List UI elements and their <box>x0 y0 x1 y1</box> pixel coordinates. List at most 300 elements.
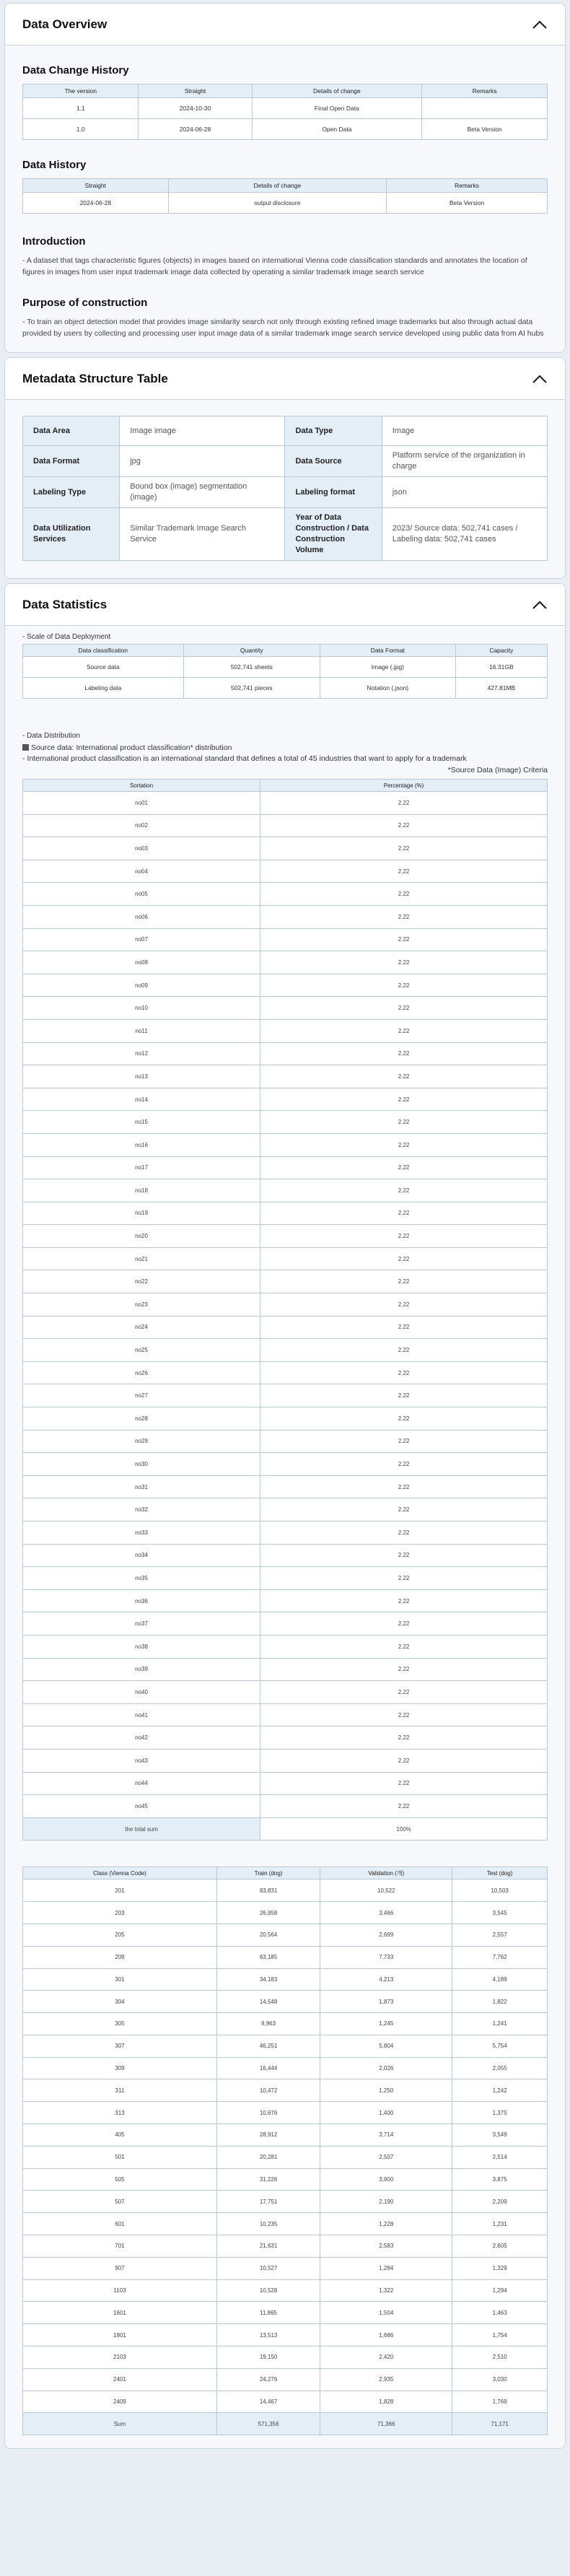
table-row <box>23 2079 548 2102</box>
table-cell: no34 <box>23 1544 260 1567</box>
table-cell: 10,472 <box>216 2079 320 2102</box>
table-cell: 2,420 <box>320 2346 452 2369</box>
table-cell: no13 <box>23 1065 260 1088</box>
panel-title: Data Statistics <box>22 597 108 611</box>
table-cell: 2.22 <box>260 905 548 928</box>
table-row <box>23 1316 548 1339</box>
table-row <box>23 2235 548 2258</box>
column-header: Data Format <box>320 645 455 657</box>
table-cell: 13,513 <box>216 2324 320 2346</box>
table-row <box>23 2324 548 2346</box>
table-cell: 26,858 <box>216 1902 320 1924</box>
table-cell: 2,055 <box>452 2057 548 2079</box>
table-row <box>23 1453 548 1476</box>
table-cell: 2,026 <box>320 2057 452 2079</box>
table-cell: no18 <box>23 1179 260 1202</box>
metadata-label: Data Area <box>23 416 120 446</box>
table-cell: no25 <box>23 1339 260 1362</box>
table-cell: 31,226 <box>216 2168 320 2191</box>
table-cell: 2.22 <box>260 1749 548 1772</box>
table-cell <box>422 98 548 119</box>
table-cell: 2.22 <box>260 974 548 997</box>
column-header: The version <box>23 84 139 98</box>
table-cell: 1103 <box>23 2279 217 2302</box>
metadata-value: Image <box>382 416 547 446</box>
table-cell: 2,514 <box>452 2146 548 2168</box>
table-cell: no01 <box>23 792 260 815</box>
chevron-up-icon[interactable] <box>532 374 548 384</box>
table-cell: 1,873 <box>320 1991 452 2013</box>
table-cell: 3,714 <box>320 2124 452 2147</box>
class-table <box>22 1866 548 2435</box>
table-row <box>23 1567 548 1590</box>
metadata-label: Year of Data Construction / Data Construction Volume <box>285 508 382 561</box>
table-cell: 10,503 <box>452 1879 548 1902</box>
table-cell: 2.22 <box>260 1339 548 1362</box>
metadata-row <box>23 416 548 446</box>
table-cell: 2.22 <box>260 1430 548 1453</box>
table-cell: 507 <box>23 2191 217 2213</box>
metadata-label: Data Type <box>285 416 382 446</box>
table-cell: 2.22 <box>260 1133 548 1156</box>
section-title: Purpose of construction <box>22 297 148 309</box>
table-cell: no08 <box>23 951 260 974</box>
table-cell: 2,510 <box>452 2346 548 2369</box>
table-cell: 3,549 <box>452 2124 548 2147</box>
metadata-panel <box>4 357 566 579</box>
total-row <box>23 2413 548 2435</box>
table-row <box>23 974 548 997</box>
table-cell: 502,741 sheets <box>183 657 320 678</box>
table-row <box>23 2102 548 2124</box>
table-cell: no04 <box>23 860 260 883</box>
table-row <box>23 2213 548 2235</box>
table-row <box>23 814 548 837</box>
metadata-value: Platform service of the organization in charge <box>382 446 547 477</box>
column-header: Sortation <box>23 780 260 792</box>
table-row <box>23 928 548 951</box>
change-history-table <box>22 84 548 140</box>
total-cell: Sum <box>23 2413 217 2435</box>
table-cell: 24,276 <box>216 2368 320 2391</box>
square-bullet-icon <box>22 744 29 751</box>
table-cell: 502,741 pieces <box>183 678 320 699</box>
table-cell: 501 <box>23 2146 217 2168</box>
table-cell: 2.22 <box>260 1703 548 1726</box>
table-cell: 1,250 <box>320 2079 452 2102</box>
table-cell: 2.22 <box>260 1247 548 1270</box>
table-row <box>23 2191 548 2213</box>
table-cell: 2.22 <box>260 1270 548 1293</box>
table-cell: 2.22 <box>260 1042 548 1065</box>
table-cell: 10,528 <box>216 2279 320 2302</box>
table-row <box>23 1065 548 1088</box>
table-cell: no39 <box>23 1658 260 1681</box>
table-cell: 21,631 <box>216 2235 320 2258</box>
table-cell: 311 <box>23 2079 217 2102</box>
table-cell: Labeling data <box>23 678 184 699</box>
table-cell: 10,235 <box>216 2213 320 2235</box>
table-cell: 2.22 <box>260 1612 548 1636</box>
column-header: Straight <box>139 84 252 98</box>
table-cell: 1,769 <box>452 2391 548 2413</box>
table-cell: 1801 <box>23 2324 217 2346</box>
table-row <box>23 1772 548 1795</box>
table-cell: Image (.jpg) <box>320 657 455 678</box>
table-cell: no36 <box>23 1589 260 1612</box>
table-row <box>23 905 548 928</box>
column-header: Validation (개) <box>320 1867 452 1879</box>
table-cell: 205 <box>23 1924 217 1946</box>
data-statistics-panel <box>4 583 566 2449</box>
table-row <box>23 1589 548 1612</box>
table-cell: 2,605 <box>452 2235 548 2258</box>
table-row <box>23 1384 548 1407</box>
table-cell: 2103 <box>23 2346 217 2369</box>
table-cell: 7,762 <box>452 1946 548 1968</box>
table-cell: no17 <box>23 1156 260 1179</box>
table-cell: no05 <box>23 883 260 906</box>
section-title: Introduction <box>22 235 86 248</box>
table-row <box>23 2035 548 2057</box>
table-cell: no31 <box>23 1475 260 1498</box>
table-cell: 1,754 <box>452 2324 548 2346</box>
table-row <box>23 119 548 140</box>
total-cell: 71,171 <box>452 2413 548 2435</box>
table-row <box>23 837 548 860</box>
table-cell: no28 <box>23 1407 260 1431</box>
table-row <box>23 1088 548 1111</box>
table-cell: 3,545 <box>452 1902 548 1924</box>
table-cell: 5,804 <box>320 2035 452 2057</box>
section-title: Data History <box>22 159 87 171</box>
table-cell: 17,751 <box>216 2191 320 2213</box>
metadata-label: Labeling Type <box>23 477 120 508</box>
table-cell: 2.22 <box>260 1293 548 1317</box>
table-cell: no45 <box>23 1795 260 1818</box>
distribution-line-1: Source data: International product classification* distribution <box>22 743 548 754</box>
table-cell: Beta Version <box>386 193 547 214</box>
metadata-label: Labeling format <box>285 477 382 508</box>
table-row <box>23 1521 548 1545</box>
table-row <box>23 1339 548 1362</box>
column-header: Straight <box>23 179 169 193</box>
table-row <box>23 2302 548 2324</box>
table-row <box>23 2368 548 2391</box>
chevron-up-icon[interactable] <box>532 19 548 30</box>
table-cell: 1,504 <box>320 2302 452 2324</box>
table-cell: 1,294 <box>452 2279 548 2302</box>
table-cell: 2,583 <box>320 2235 452 2258</box>
table-row <box>23 2346 548 2369</box>
table-cell: 5,754 <box>452 2035 548 2057</box>
total-cell: the total sum <box>23 1817 260 1841</box>
table-cell: 2,209 <box>452 2191 548 2213</box>
column-header: Remarks <box>422 84 548 98</box>
column-header: Test (dog) <box>452 1867 548 1879</box>
table-row <box>23 860 548 883</box>
table-cell: 2,507 <box>320 2146 452 2168</box>
table-row <box>23 1270 548 1293</box>
table-cell: 2.22 <box>260 951 548 974</box>
table-cell: no11 <box>23 1019 260 1042</box>
table-cell: no03 <box>23 837 260 860</box>
table-row <box>23 1179 548 1202</box>
table-cell: 427.81MB <box>455 678 547 699</box>
metadata-value: Bound box (image) segmentation (image) <box>120 477 285 508</box>
table-cell: 2,935 <box>320 2368 452 2391</box>
table-cell: 2.22 <box>260 1088 548 1111</box>
table-cell: 20,281 <box>216 2146 320 2168</box>
table-cell: no15 <box>23 1111 260 1134</box>
table-cell: 307 <box>23 2035 217 2057</box>
table-cell: 1,686 <box>320 2324 452 2346</box>
table-row <box>23 1247 548 1270</box>
table-row <box>23 1202 548 1225</box>
table-row <box>23 1133 548 1156</box>
data-overview-header[interactable] <box>5 4 565 45</box>
table-row <box>23 2124 548 2147</box>
table-row <box>23 1658 548 1681</box>
metadata-label: Data Utilization Services <box>23 508 120 561</box>
table-cell: no26 <box>23 1361 260 1384</box>
table-cell: 10,676 <box>216 2102 320 2124</box>
table-row <box>23 2146 548 2168</box>
table-cell: 2.22 <box>260 1361 548 1384</box>
table-cell: 2.22 <box>260 1179 548 1202</box>
table-cell: output disclosure <box>168 193 386 214</box>
table-row <box>23 1968 548 1991</box>
distribution-label: - Data Distribution <box>22 732 81 740</box>
metadata-table <box>22 416 548 561</box>
table-cell: no38 <box>23 1635 260 1658</box>
table-cell: 1,242 <box>452 2079 548 2102</box>
table-cell: 301 <box>23 1968 217 1991</box>
table-cell: 3,466 <box>320 1902 452 1924</box>
table-cell: 201 <box>23 1879 217 1902</box>
table-cell: no40 <box>23 1681 260 1704</box>
table-cell: 3,030 <box>452 2368 548 2391</box>
table-cell: no33 <box>23 1521 260 1545</box>
table-cell: 46,251 <box>216 2035 320 2057</box>
table-cell: 1,231 <box>452 2213 548 2235</box>
table-row <box>23 1703 548 1726</box>
table-cell: 2.22 <box>260 1681 548 1704</box>
table-cell: 2401 <box>23 2368 217 2391</box>
table-cell: no10 <box>23 997 260 1020</box>
table-cell: 2.22 <box>260 792 548 815</box>
metadata-row <box>23 446 548 477</box>
table-row <box>23 1924 548 1946</box>
table-cell: 2.22 <box>260 883 548 906</box>
table-cell: no09 <box>23 974 260 997</box>
table-cell: 2.22 <box>260 1498 548 1521</box>
table-cell: 11,865 <box>216 2302 320 2324</box>
table-cell: no43 <box>23 1749 260 1772</box>
table-cell: 2.22 <box>260 1019 548 1042</box>
table-cell: 83,831 <box>216 1879 320 1902</box>
table-cell: no30 <box>23 1453 260 1476</box>
table-cell: no19 <box>23 1202 260 1225</box>
table-row <box>23 1726 548 1750</box>
table-cell: 2.22 <box>260 1521 548 1545</box>
table-row <box>23 2168 548 2191</box>
table-row <box>23 657 548 678</box>
table-cell: 2409 <box>23 2391 217 2413</box>
metadata-value: 2023/ Source data: 502,741 cases / Labeling data: 502,741 cases <box>382 508 547 561</box>
table-cell: 2.22 <box>260 1156 548 1179</box>
table-cell: 1,322 <box>320 2279 452 2302</box>
table-cell: 16,444 <box>216 2057 320 2079</box>
table-row <box>23 1635 548 1658</box>
table-cell: no02 <box>23 814 260 837</box>
table-cell: Notation (.json) <box>320 678 455 699</box>
metadata-row <box>23 477 548 508</box>
table-row <box>23 1612 548 1636</box>
table-cell: no22 <box>23 1270 260 1293</box>
table-cell: 2,557 <box>452 1924 548 1946</box>
data-statistics-header[interactable] <box>5 584 565 626</box>
table-cell: no23 <box>23 1293 260 1317</box>
column-header: Class (Vienna Code) <box>23 1867 217 1879</box>
criteria-note: *Source Data (Image) Criteria <box>447 766 548 774</box>
table-cell: 14,548 <box>216 1991 320 2013</box>
table-cell: no44 <box>23 1772 260 1795</box>
table-cell: Source data <box>23 657 184 678</box>
metadata-value: Similar Trademark Image Search Service <box>120 508 285 561</box>
table-row <box>23 98 548 119</box>
table-row <box>23 1111 548 1134</box>
table-cell: no35 <box>23 1567 260 1590</box>
table-cell: 309 <box>23 2057 217 2079</box>
table-cell: 19,150 <box>216 2346 320 2369</box>
table-cell: no16 <box>23 1133 260 1156</box>
table-cell: 1,329 <box>452 2257 548 2279</box>
section-title: Data Change History <box>22 64 129 77</box>
table-cell: 2.22 <box>260 1384 548 1407</box>
column-header: Percentage (%) <box>260 780 548 792</box>
table-cell: 2.22 <box>260 1225 548 1248</box>
table-row <box>23 1498 548 1521</box>
table-row <box>23 193 548 214</box>
table-cell: 405 <box>23 2124 217 2147</box>
distribution-line-2: - International product classification is an international standard that defines a total of 45 industries that want to apply for a trademark <box>22 754 467 763</box>
table-cell: 1,822 <box>452 1991 548 2013</box>
table-cell: no14 <box>23 1088 260 1111</box>
table-row <box>23 1361 548 1384</box>
table-row <box>23 2279 548 2302</box>
table-cell: 601 <box>23 2213 217 2235</box>
table-row <box>23 1293 548 1317</box>
metadata-header[interactable] <box>5 358 565 400</box>
table-row <box>23 1946 548 1968</box>
table-cell: Final Open Data <box>252 98 422 119</box>
table-cell: 701 <box>23 2235 217 2258</box>
table-row <box>23 1156 548 1179</box>
total-cell: 100% <box>260 1817 548 1841</box>
table-cell: 2024-06-28 <box>139 119 252 140</box>
table-cell: 209 <box>23 1946 217 1968</box>
table-cell: 2,190 <box>320 2191 452 2213</box>
table-row <box>23 2013 548 2035</box>
table-cell: 2,699 <box>320 1924 452 1946</box>
table-cell: 2.22 <box>260 814 548 837</box>
metadata-value: jpg <box>120 446 285 477</box>
data-history-table <box>22 178 548 214</box>
table-cell: 1,463 <box>452 2302 548 2324</box>
total-cell: 571,356 <box>216 2413 320 2435</box>
table-row <box>23 1681 548 1704</box>
table-cell: no29 <box>23 1430 260 1453</box>
table-row <box>23 1225 548 1248</box>
scale-table <box>22 644 548 699</box>
table-cell: 1601 <box>23 2302 217 2324</box>
table-cell: 1,228 <box>320 2213 452 2235</box>
table-cell: 2.22 <box>260 1202 548 1225</box>
table-cell: no24 <box>23 1316 260 1339</box>
table-cell: 2.22 <box>260 1316 548 1339</box>
table-cell: 14,467 <box>216 2391 320 2413</box>
table-cell: 1,828 <box>320 2391 452 2413</box>
table-cell: no42 <box>23 1726 260 1750</box>
table-cell: 305 <box>23 2013 217 2035</box>
column-header: Train (dog) <box>216 1867 320 1879</box>
table-row <box>23 1902 548 1924</box>
table-cell: 2.22 <box>260 1635 548 1658</box>
table-cell: 2.22 <box>260 1111 548 1134</box>
table-cell: 2.22 <box>260 1589 548 1612</box>
table-cell: 1.1 <box>23 98 139 119</box>
table-cell: no07 <box>23 928 260 951</box>
table-cell: no20 <box>23 1225 260 1248</box>
total-row <box>23 1817 548 1841</box>
table-cell: 1,245 <box>320 2013 452 2035</box>
data-overview-panel <box>4 3 566 353</box>
table-row <box>23 1430 548 1453</box>
chevron-up-icon[interactable] <box>532 600 548 610</box>
table-cell: 16.31GB <box>455 657 547 678</box>
table-row <box>23 678 548 699</box>
table-cell: 10,522 <box>320 1879 452 1902</box>
table-cell: 3,875 <box>452 2168 548 2191</box>
table-cell: 2024-10-30 <box>139 98 252 119</box>
table-cell: no32 <box>23 1498 260 1521</box>
table-cell: 2.22 <box>260 860 548 883</box>
table-row <box>23 883 548 906</box>
table-cell: 2.22 <box>260 1567 548 1590</box>
table-row <box>23 951 548 974</box>
table-cell: 4,189 <box>452 1968 548 1991</box>
table-cell: no37 <box>23 1612 260 1636</box>
table-cell: 34,183 <box>216 1968 320 1991</box>
table-row <box>23 2057 548 2079</box>
table-row <box>23 2257 548 2279</box>
table-cell: 2.22 <box>260 1407 548 1431</box>
table-cell: 63,185 <box>216 1946 320 1968</box>
metadata-label: Data Format <box>23 446 120 477</box>
intro-text: - A dataset that tags characteristic figures (objects) in images based on international Vienna code classification standards and annotates the location of figures in images from user input trademark image data collected by operating a similar trademark image search service <box>22 256 527 276</box>
table-cell: 907 <box>23 2257 217 2279</box>
table-row <box>23 1879 548 1902</box>
table-cell: 10,527 <box>216 2257 320 2279</box>
table-row <box>23 1991 548 2013</box>
metadata-label: Data Source <box>285 446 382 477</box>
table-row <box>23 1749 548 1772</box>
table-cell: 313 <box>23 2102 217 2124</box>
total-cell: 71,366 <box>320 2413 452 2435</box>
panel-title: Metadata Structure Table <box>22 371 168 385</box>
column-header: Remarks <box>386 179 547 193</box>
